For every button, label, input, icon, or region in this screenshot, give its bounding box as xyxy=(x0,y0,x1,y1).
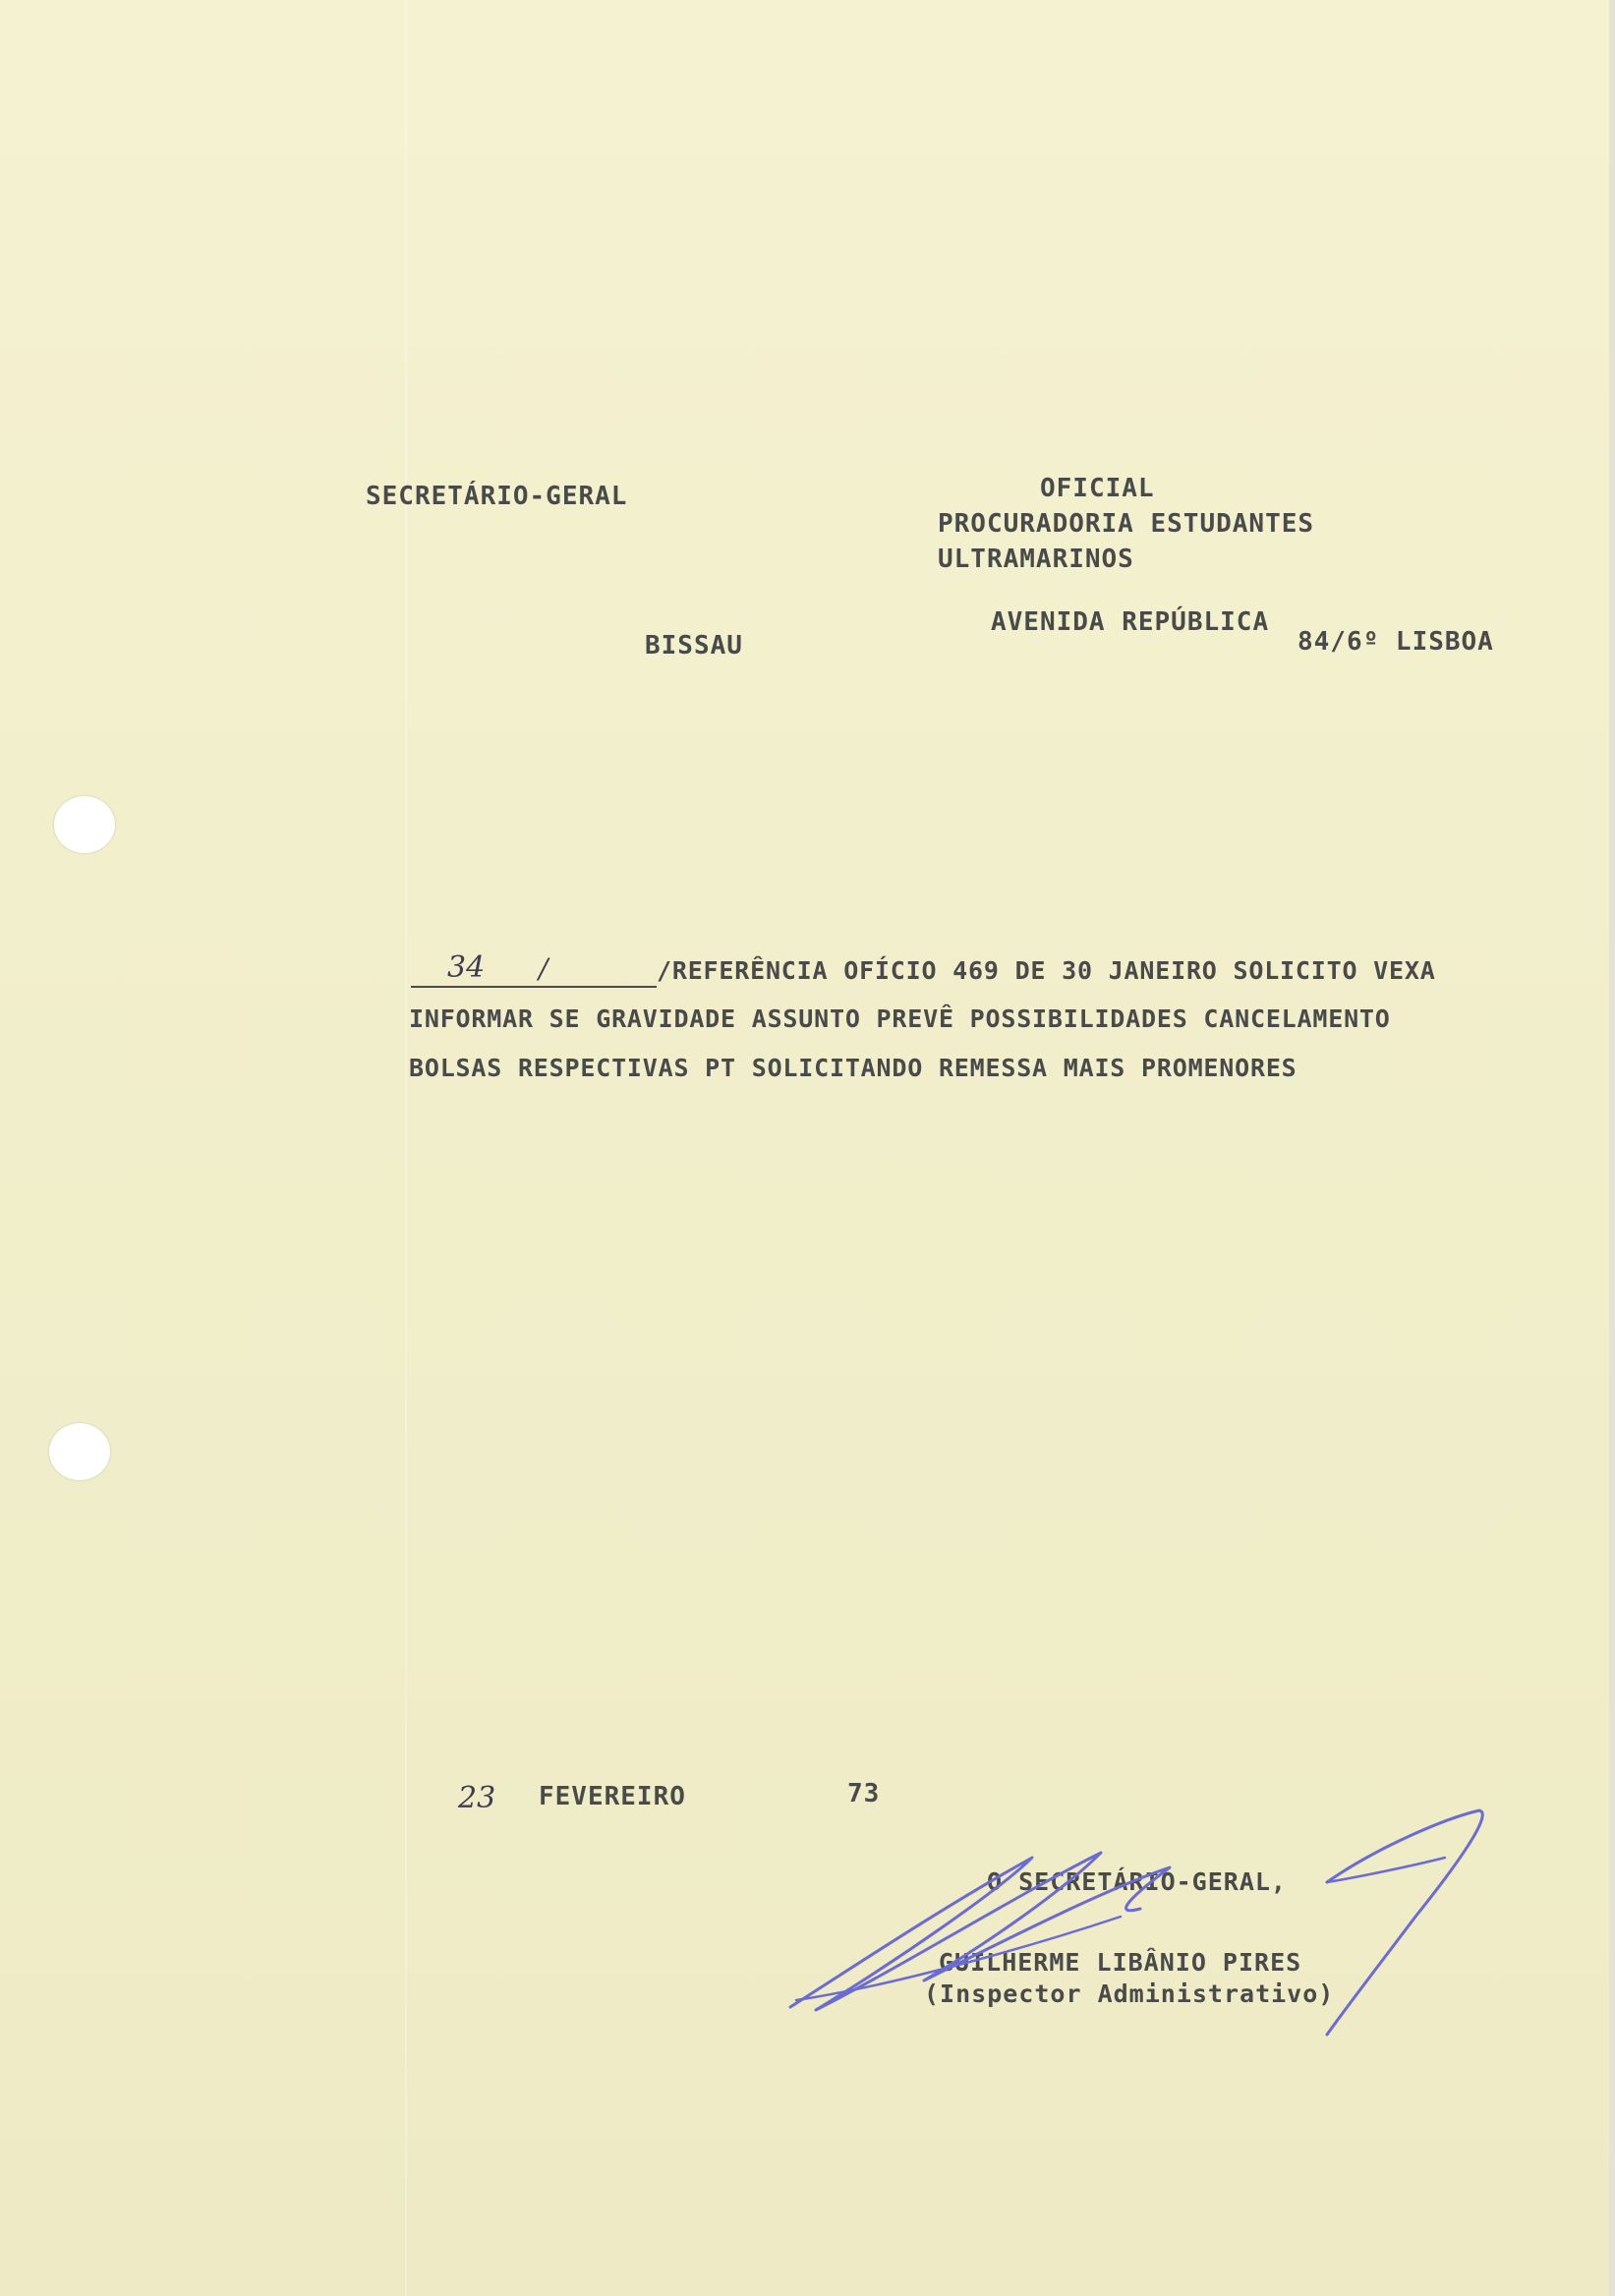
number-underline xyxy=(411,986,657,988)
addressee-line-1: PROCURADORIA ESTUDANTES xyxy=(938,509,1315,539)
handwritten-day: 23 xyxy=(458,1781,496,1815)
number-separator: / xyxy=(539,952,548,985)
sender-place: BISSAU xyxy=(645,631,743,660)
address-number-city: 84/6º LISBOA xyxy=(1298,627,1494,657)
handwritten-signature xyxy=(777,1799,1504,2044)
punch-hole-bottom xyxy=(49,1423,110,1480)
message-line-3: BOLSAS RESPECTIVAS PT SOLICITANDO REMESSA MAIS PROMENORES xyxy=(409,1054,1298,1082)
date-year: 73 xyxy=(847,1779,881,1808)
message-line-1: /REFERÊNCIA OFÍCIO 469 DE 30 JANEIRO SOLICITO VEXA xyxy=(657,956,1436,985)
classification: OFICIAL xyxy=(1040,474,1155,503)
punch-hole-top xyxy=(54,796,115,853)
addressee-line-2: ULTRAMARINOS xyxy=(938,545,1134,574)
handwritten-message-number: 34 xyxy=(447,950,486,985)
date-month: FEVEREIRO xyxy=(539,1782,686,1811)
address-street: AVENIDA REPÚBLICA xyxy=(991,607,1270,637)
paper-fold-line xyxy=(405,0,407,2296)
message-line-2: INFORMAR SE GRAVIDADE ASSUNTO PREVÊ POSSIBILIDADES CANCELAMENTO xyxy=(409,1004,1391,1033)
sender-title: SECRETÁRIO-GERAL xyxy=(366,482,628,511)
signature-title: O SECRETÁRIO-GERAL, xyxy=(987,1867,1287,1896)
signatory-name: GUILHERME LIBÂNIO PIRES xyxy=(939,1948,1302,1977)
signatory-role: (Inspector Administrativo) xyxy=(924,1980,1335,2008)
